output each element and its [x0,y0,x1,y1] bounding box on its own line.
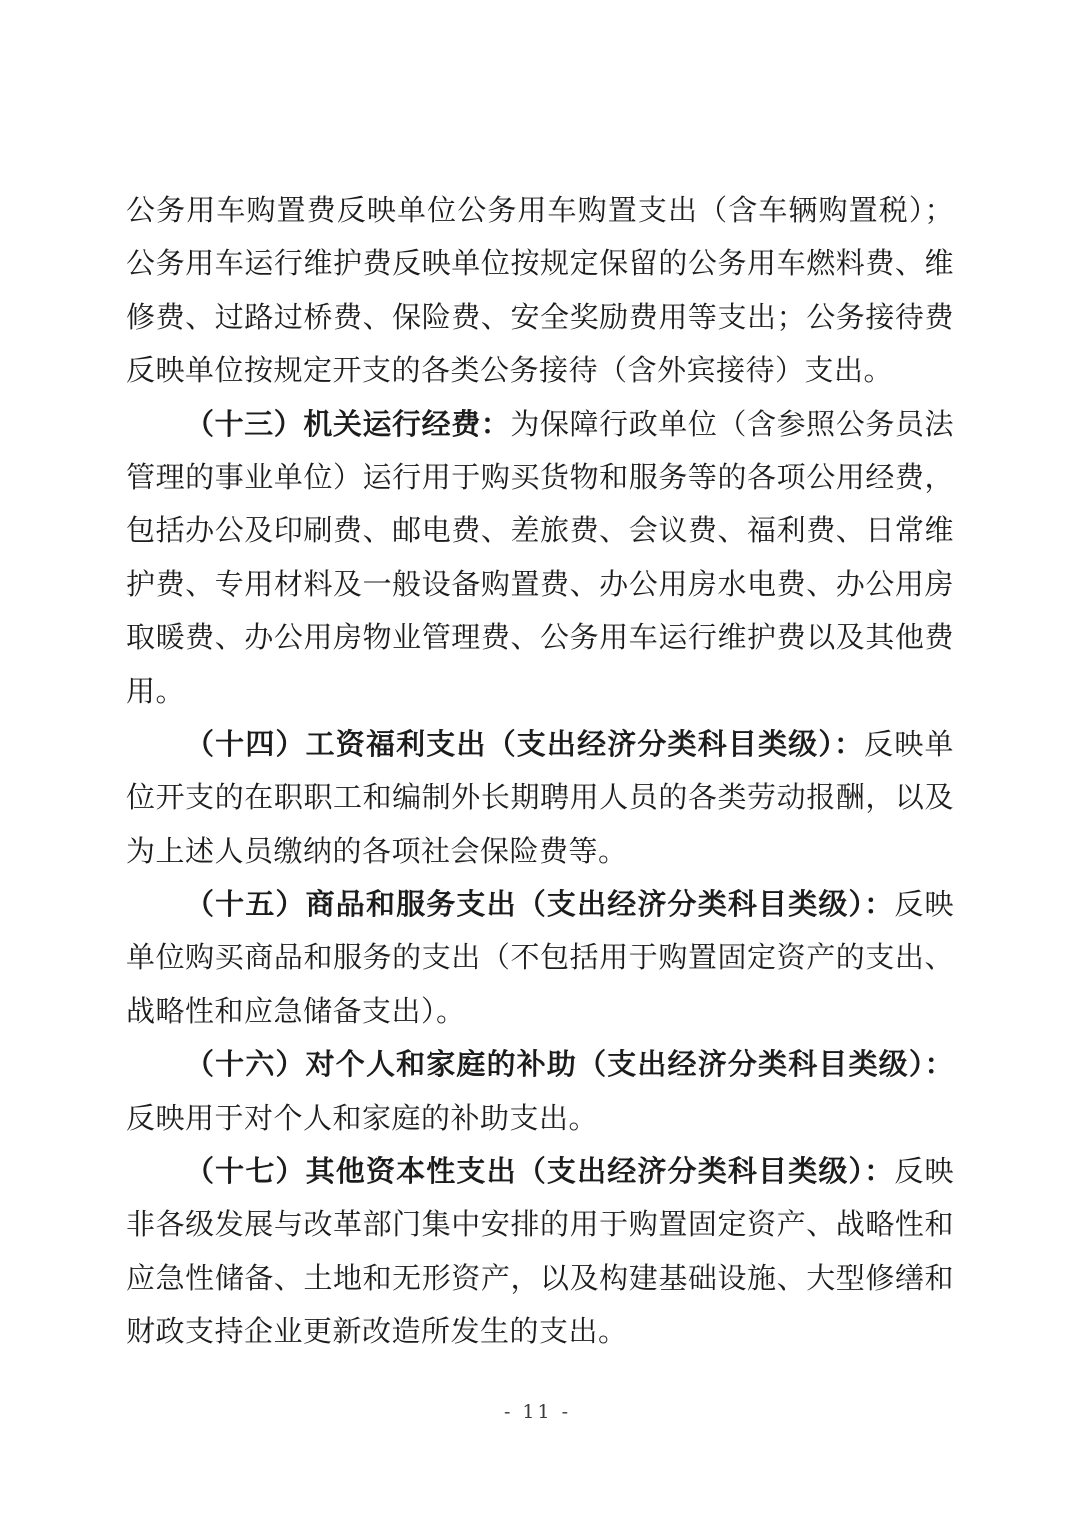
text-line [126,1305,954,1358]
text-line [126,558,954,611]
line-text-segment: 用。 [126,673,186,708]
line-text-segment: 取暖费、办公用房物业管理费、公务用车运行维护费以及其他费 [126,620,954,655]
line-text-segment: 为保障行政单位（含参照公务员法 [510,406,954,441]
line-text-segment: 公务用车购置费反映单位公务用车购置支出（含车辆购置税）； [126,193,954,227]
text-line [126,665,954,718]
line-text-segment: 反映 [894,887,954,922]
line-text-segment: 应急性储备、土地和无形资产，以及构建基础设施、大型修缮和 [126,1260,954,1295]
text-line [126,931,954,984]
line-text-segment: 财政支持企业更新改造所发生的支出。 [126,1314,628,1349]
line-bold-segment: （十四）工资福利支出（支出经济分类科目类级）： [185,726,865,761]
text-line [126,237,954,290]
line-text-segment: 位开支的在职职工和编制外长期聘用人员的各类劳动报酬，以及 [126,780,954,815]
line-text-segment: 修费、过路过桥费、保险费、安全奖励费用等支出；公务接待费 [126,299,954,334]
text-line [126,344,954,397]
text-line [126,985,954,1038]
line-text-segment: 包括办公及印刷费、邮电费、差旅费、会议费、福利费、日常维 [126,513,954,548]
text-line [126,1145,954,1198]
line-bold-segment: （十五）商品和服务支出（支出经济分类科目类级）： [185,887,895,922]
line-bold-segment: （十三）机关运行经费： [185,406,511,441]
text-line [126,771,954,824]
line-text-segment: 管理的事业单位）运行用于购买货物和服务等的各项公用经费， [126,459,954,494]
page-number: - 11 - [503,1401,572,1423]
text-line [126,184,954,237]
line-text-segment: 反映单位按规定开支的各类公务接待（含外宾接待）支出。 [126,353,894,388]
text-line [126,1198,954,1251]
text-line [126,1092,954,1145]
text-line [126,878,954,931]
line-text-segment: 为上述人员缴纳的各项社会保险费等。 [126,833,628,868]
line-text-segment: 反映单 [864,726,954,761]
text-line [126,451,954,504]
text-line [126,398,954,451]
line-bold-segment: （十六）对个人和家庭的补助（支出经济分类科目类级）： [185,1047,954,1082]
line-text-segment: 战略性和应急储备支出）。 [126,993,466,1028]
document-body [126,184,954,1359]
text-line [126,291,954,344]
text-line [126,1038,954,1091]
line-bold-segment: （十七）其他资本性支出（支出经济分类科目类级）： [185,1154,895,1189]
line-text-segment: 单位购买商品和服务的支出（不包括用于购置固定资产的支出、 [126,940,954,975]
text-line [126,718,954,771]
text-line [126,611,954,664]
line-text-segment: 反映用于对个人和家庭的补助支出。 [126,1100,599,1135]
text-line [126,1252,954,1305]
line-text-segment: 非各级发展与改革部门集中安排的用于购置固定资产、战略性和 [126,1207,954,1242]
line-text-segment: 公务用车运行维护费反映单位按规定保留的公务用车燃料费、维 [126,246,954,281]
text-line [126,825,954,878]
text-line [126,504,954,557]
line-text-segment: 反映 [894,1154,954,1189]
line-text-segment: 护费、专用材料及一般设备购置费、办公用房水电费、办公用房 [126,566,954,601]
